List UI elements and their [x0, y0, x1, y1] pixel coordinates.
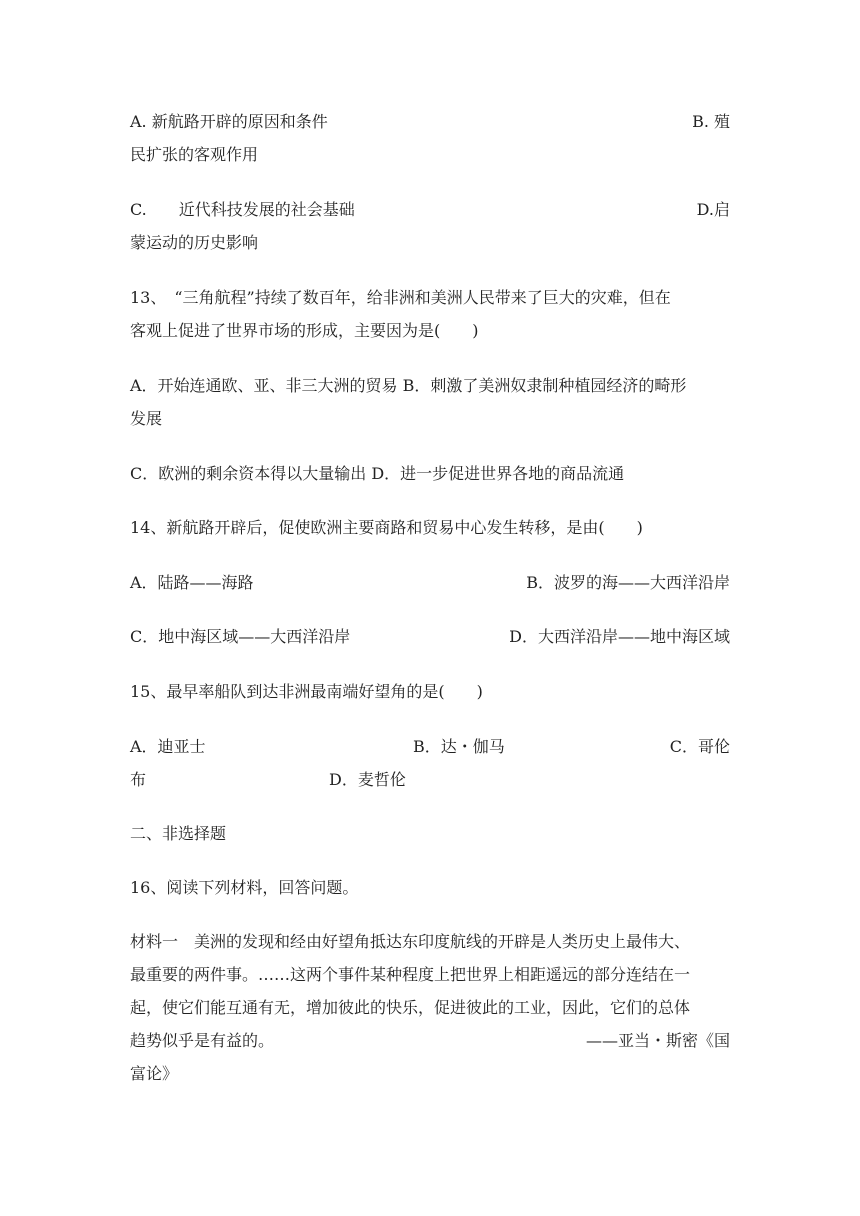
q13-stem-line1: 13、 “三角航程”持续了数百年，给非洲和美洲人民带来了巨大的灾难，但在 — [130, 288, 671, 307]
q16-stem: 16、阅读下列材料，回答问题。 — [130, 878, 359, 897]
q15-stem: 15、最早率船队到达非洲最南端好望角的是( ) — [130, 682, 483, 701]
q15-options-row2 — [130, 768, 730, 792]
q12-option-b-start: B. 殖 — [692, 112, 730, 131]
q13-options-ab-line1: A．开始连通欧、亚、非三大洲的贸易 B．刺激了美洲奴隶制种植园经济的畸形 — [130, 376, 687, 395]
q14-option-a: A．陆路——海路 — [130, 573, 254, 592]
q14-options-cd-row — [130, 625, 730, 649]
q14-option-b: B．波罗的海——大西洋沿岸 — [526, 573, 730, 592]
q14-options-ab-row — [130, 571, 730, 595]
q14-option-d: D．大西洋沿岸——地中海区域 — [509, 627, 730, 646]
q13-stem-line2: 客观上促进了世界市场的形成，主要因为是( ) — [130, 321, 479, 340]
q15-options-row1 — [130, 735, 730, 759]
q16-source-end: 富论》 — [130, 1064, 179, 1083]
q13-options-cd: C．欧洲的剩余资本得以大量输出 D．进一步促进世界各地的商品流通 — [130, 464, 625, 483]
q13-options-ab-line2: 发展 — [130, 409, 163, 428]
q12-option-b-continuation — [130, 143, 730, 167]
q12-option-c: C. 近代科技发展的社会基础 — [130, 200, 355, 219]
section-title: 二、非选择题 — [130, 824, 227, 843]
q16-material1-line1: 材料一 美洲的发现和经由好望角抵达东印度航线的开辟是人类历史上最伟大、 — [130, 932, 691, 951]
q15-option-b: B．达・伽马 — [413, 737, 505, 756]
q16-source-start: ——亚当・斯密《国 — [585, 1031, 730, 1050]
q12-option-d-continuation — [130, 231, 730, 255]
q12-options-cd-row — [130, 198, 730, 222]
q16-material1-line4: 趋势似乎是有益的。 — [130, 1031, 275, 1050]
q12-option-d-end: 蒙运动的历史影响 — [130, 233, 259, 252]
q16-material1-line4-row — [130, 1029, 730, 1053]
q16-source-continuation — [130, 1062, 730, 1086]
q12-options-ab-row — [130, 110, 730, 134]
q16-material1-line3: 起，使它们能互通有无，增加彼此的快乐，促进彼此的工业，因此，它们的总体 — [130, 998, 691, 1017]
q12-option-a: A. 新航路开辟的原因和条件 — [130, 112, 328, 131]
q14-option-c: C．地中海区域——大西洋沿岸 — [130, 627, 351, 646]
q15-option-c-end: 布 — [130, 770, 147, 789]
q15-option-c-start: C．哥伦 — [669, 737, 730, 756]
q15-option-d: D．麦哲伦 — [329, 770, 406, 789]
q14-stem: 14、新航路开辟后，促使欧洲主要商路和贸易中心发生转移，是由( ) — [130, 518, 643, 537]
q12-option-b-end: 民扩张的客观作用 — [130, 145, 259, 164]
q16-material1-line2: 最重要的两件事。……这两个事件某种程度上把世界上相距遥远的部分连结在一 — [130, 965, 691, 984]
q15-option-a: A．迪亚士 — [130, 737, 206, 756]
q12-option-d-start: D.启 — [696, 200, 730, 219]
